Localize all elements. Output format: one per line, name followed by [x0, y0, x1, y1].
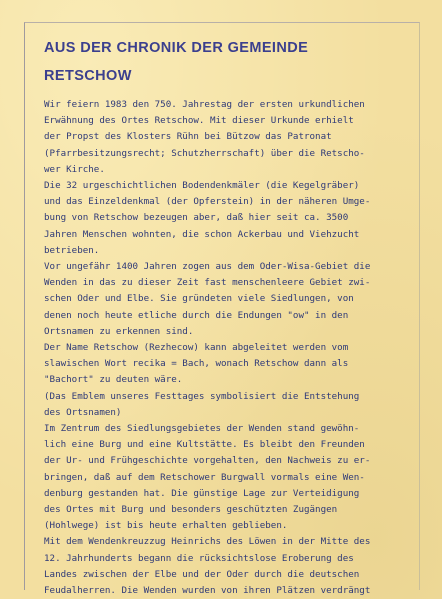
text-line: Landes zwischen der Elbe und der Oder durch die deutschen	[44, 568, 360, 580]
text-line: (Das Emblem unseres Festtages symbolisiert die Entstehung	[44, 390, 360, 402]
text-line: des Ortes mit Burg und besonders geschützten Zugängen	[44, 504, 338, 516]
text-line: Erwähnung des Ortes Retschow. Mit dieser Urkunde erhielt	[44, 115, 354, 127]
text-line: der Ur- und Frühgeschichte vorgehalten, den Nachweis zu er-	[44, 455, 371, 467]
text-line: Die 32 urgeschichtlichen Bodendenkmäler (die Kegelgräber)	[44, 180, 360, 192]
title-line: RETSCHOW	[44, 68, 132, 84]
text-line: schen Oder und Elbe. Sie gründeten viele Siedlungen, von	[44, 293, 354, 305]
text-line: des Ortsnamen)	[44, 406, 122, 418]
text-line: Wenden in das zu dieser Zeit fast menschenleere Gebiet zwi-	[44, 277, 371, 289]
text-line: denburg gestanden hat. Die günstige Lage zur Verteidigung	[44, 487, 360, 499]
text-line: Jahren Menschen wohnten, die schon Ackerbau und Viehzucht	[44, 228, 360, 240]
text-line: und das Einzeldenkmal (der Opferstein) in der näheren Umge-	[44, 196, 371, 208]
text-line: der Propst des Klosters Rühn bei Bützow das Patronat	[44, 131, 332, 143]
text-line: Feudalherren. Die Wenden wurden von ihren Plätzen verdrängt	[44, 585, 371, 597]
text-line: Ortsnamen zu erkennen sind.	[44, 325, 194, 337]
text-line: (Hohlwege) ist bis heute erhalten geblieben.	[44, 520, 288, 532]
text-line: (Pfarrbesitzungsrecht; Schutzherrschaft) über die Retscho-	[44, 147, 365, 159]
text-line: lich eine Burg und eine Kultstätte. Es bleibt den Freunden	[44, 439, 365, 451]
text-line: 12. Jahrhunderts begann die rücksichtslose Eroberung des	[44, 552, 354, 564]
text-line: betrieben.	[44, 244, 100, 256]
text-line: "Bachort" zu deuten wäre.	[44, 374, 183, 386]
text-line: bringen, daß auf dem Retschower Burgwall vormals eine Wen-	[44, 471, 365, 483]
title-line: AUS DER CHRONIK DER GEMEINDE	[44, 40, 309, 56]
text-line: Der Name Retschow (Rezhecow) kann abgeleitet werden vom	[44, 342, 349, 354]
text-line: denen noch heute etliche durch die Endungen "ow" in den	[44, 309, 349, 321]
text-line: wer Kirche.	[44, 163, 105, 175]
typed-text-body	[44, 97, 418, 599]
text-line: slawischen Wort recika = Bach, wonach Retschow dann als	[44, 358, 349, 370]
text-line: Im Zentrum des Siedlungsgebietes der Wenden stand gewöhn-	[44, 423, 360, 435]
text-line: Vor ungefähr 1400 Jahren zogen aus dem Oder-Wisa-Gebiet die	[44, 261, 371, 273]
text-line: Wir feiern 1983 den 750. Jahrestag der ersten urkundlichen	[44, 99, 365, 110]
text-line: bung von Retschow bezeugen aber, daß hier seit ca. 3500	[44, 212, 349, 224]
document-title	[44, 34, 414, 90]
text-line: Mit dem Wendenkreuzzug Heinrichs des Löwen in der Mitte des	[44, 536, 371, 548]
